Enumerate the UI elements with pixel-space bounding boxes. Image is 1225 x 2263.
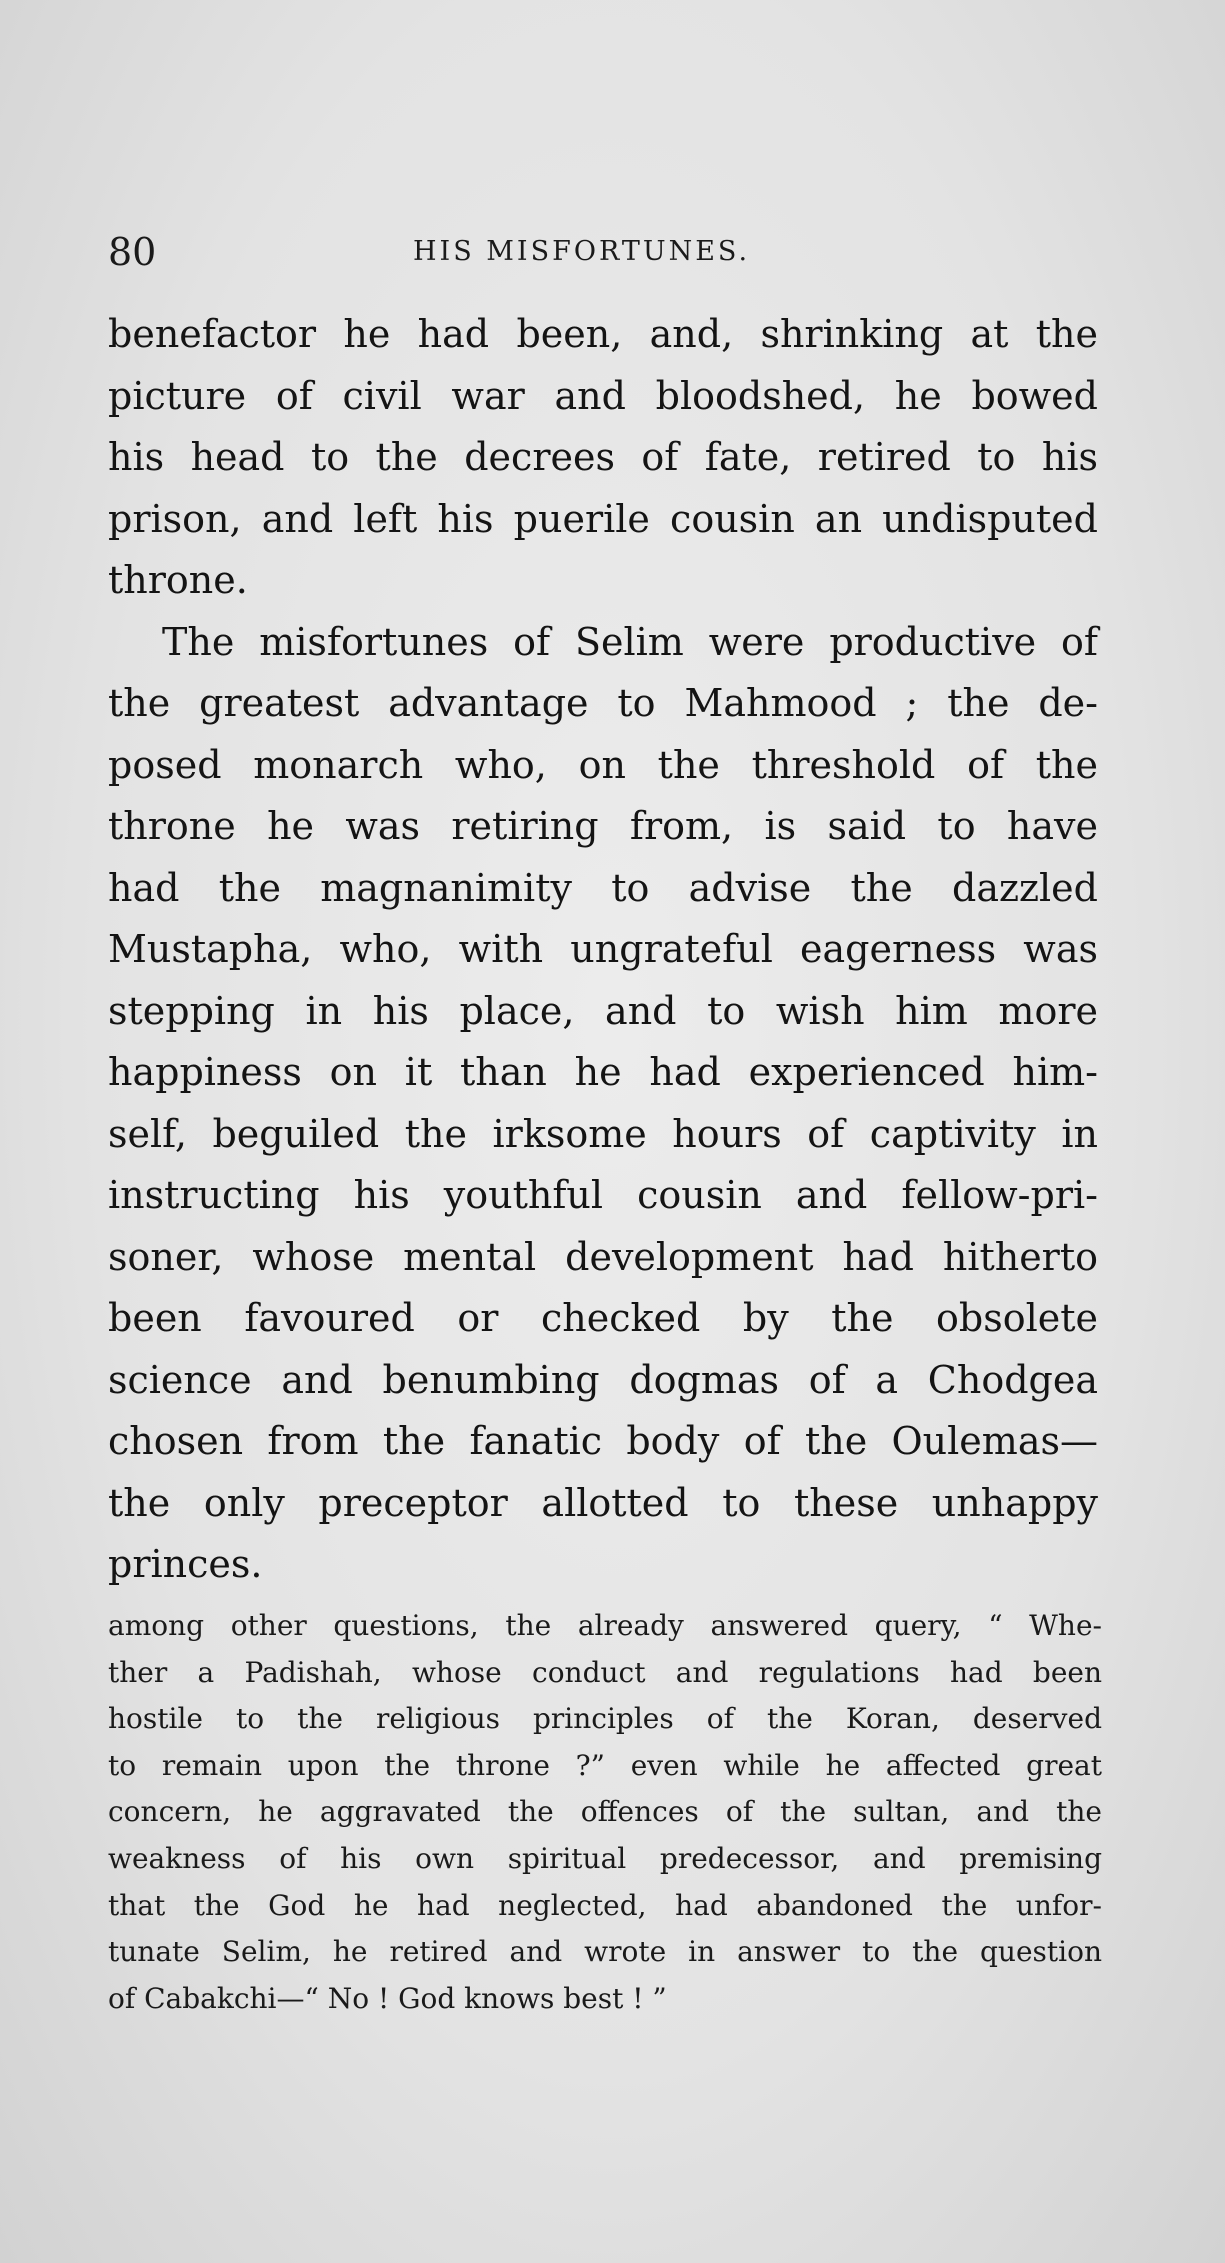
page-header — [108, 222, 1108, 282]
text-line: throne. — [108, 558, 248, 602]
running-head: HIS MISFORTUNES. — [413, 236, 751, 267]
text-line: picture of civil war and bloodshed, he bowed — [108, 373, 1098, 418]
footnote-line: to remain upon the throne ?” even while he affected great — [108, 1748, 1102, 1782]
text-line: Mustapha, who, with ungrateful eagerness was — [108, 927, 1098, 971]
text-line: The misfortunes of Selim were productive of — [162, 619, 1098, 664]
text-line: the only preceptor allotted to these unhappy — [108, 1480, 1098, 1525]
footnote-line: tunate Selim, he retired and wrote in answer to the question — [108, 1935, 1102, 1969]
text-line: happiness on it than he had experienced him- — [108, 1050, 1098, 1094]
text-line: science and benumbing dogmas of a Chodgea — [108, 1357, 1098, 1402]
footnote-line: among other questions, the already answered query, “ Whe- — [108, 1609, 1102, 1642]
text-line: instructing his youthful cousin and fellow-pri- — [108, 1173, 1098, 1217]
main-text — [108, 304, 1098, 1596]
text-line: princes. — [108, 1542, 263, 1586]
text-line: been favoured or checked by the obsolete — [108, 1296, 1098, 1340]
footnote-line: that the God he had neglected, had abandoned the unfor- — [108, 1888, 1102, 1922]
text-line: stepping in his place, and to wish him more — [108, 988, 1098, 1033]
page-number: 80 — [108, 230, 157, 274]
footnote-line: concern, he aggravated the offences of the sultan, and the — [108, 1795, 1102, 1829]
footnote — [108, 1603, 1102, 2022]
text-line: had the magnanimity to advise the dazzled — [108, 865, 1098, 910]
text-line: soner, whose mental development had hitherto — [108, 1234, 1098, 1279]
text-line: benefactor he had been, and, shrinking at the — [108, 312, 1098, 356]
text-line: posed monarch who, on the threshold of the — [108, 742, 1098, 787]
text-line: the greatest advantage to Mahmood ; the de- — [108, 681, 1098, 725]
text-line: throne he was retiring from, is said to have — [108, 804, 1098, 848]
footnote-line: of Cabakchi—“ No ! God knows best ! ” — [108, 1981, 667, 2015]
text-line: his head to the decrees of fate, retired to his — [108, 435, 1098, 479]
text-line: prison, and left his puerile cousin an undisputed — [108, 496, 1098, 541]
text-line: chosen from the fanatic body of the Oulemas— — [108, 1419, 1098, 1463]
footnote-line: weakness of his own spiritual predecessor, and premising — [108, 1841, 1102, 1875]
text-line: self, beguiled the irksome hours of captivity in — [108, 1111, 1098, 1156]
footnote-line: ther a Padishah, whose conduct and regulations had been — [108, 1655, 1102, 1689]
footnote-line: hostile to the religious principles of the Koran, deserved — [108, 1702, 1102, 1736]
